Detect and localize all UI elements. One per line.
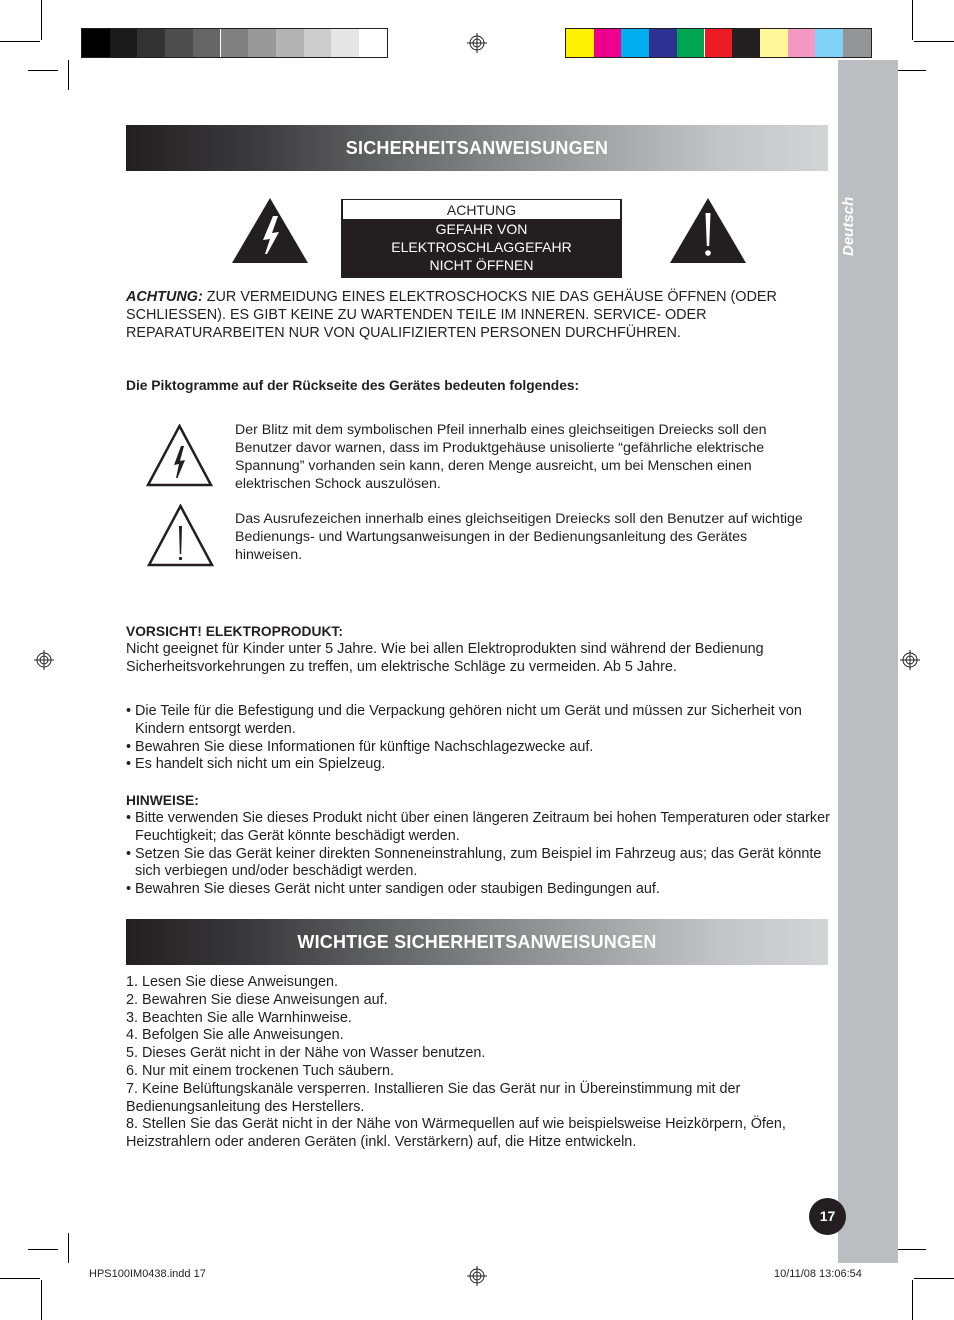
list-item: 8. Stellen Sie das Gerät nicht in der Nähe von Wärmequellen auf wie beispielsweise Heizkörpern, Öfen, Heizstrahlern oder anderen Geräten (inkl. Verstärkern) auf, die Hitze entwickeln. [126,1116,786,1151]
gray-swatch [110,29,138,57]
list-item-text: Die Teile für die Befestigung und die Verpackung gehören nicht um Gerät und müssen zur Sicherheit von Kindern entsorgt werden. [135,703,802,737]
gray-swatch [331,29,359,57]
lightning-outline-icon [146,424,213,487]
gray-swatch [137,29,165,57]
warning-label-title: ACHTUNG [343,200,620,219]
lightning-description: Der Blitz mit dem symbolischen Pfeil innerhalb eines gleichseitigen Dreiecks soll den Benutzer davor warnen, dass im Produktgehäuse unisolierte “gefährliche elektrische Spannung” vorhanden sein kann, deren Menge ausreicht, um bei Menschen einen elektrischen Schock auszulösen. [235,422,767,492]
lightning-warning-icon [232,198,308,263]
crop-mark [0,41,40,42]
exclamation-description: Das Ausrufezeichen innerhalb eines gleichseitigen Dreiecks soll den Benutzer auf wichtige Bedienungs- und Wartungsanweisungen in der Bedienungsanleitung des Gerätes hinweisen. [235,511,803,563]
gray-swatch [82,29,110,57]
crop-mark [41,0,42,40]
bullet-dot: • [126,810,132,826]
bullet-dot: • [126,756,132,773]
crop-mark [896,1249,926,1250]
bullet-dot: • [126,881,132,898]
list-item [126,756,831,774]
crop-mark [0,1278,40,1279]
gray-swatch [359,29,387,57]
slug-filename: HPS100IM0438.indd 17 [89,1268,206,1280]
electro-text: Nicht geeignet für Kinder unter 5 Jahre. Wie bei allen Elektroprodukten sind während der Bedienung Sicherheitsvorkehrungen zu treffen, um elektrische Schläge zu vermeiden. Ab 5 Jahre. [126,641,764,675]
list-item: 7. Keine Belüftungskanäle versperren. Installieren Sie das Gerät nur in Übereinstimmung mit der Bedienungsanleitung des Herstellers. [126,1080,741,1115]
gray-swatch [276,29,304,57]
section-title-safety: SICHERHEITSANWEISUNGEN [126,125,828,171]
crop-mark [914,1278,954,1279]
crop-mark [28,1249,58,1250]
color-swatch [788,29,816,57]
gray-swatch [193,29,221,57]
color-swatch [705,29,733,57]
color-swatch [677,29,705,57]
color-swatch [621,29,649,57]
bullet-dot: • [126,738,132,755]
warning-label-line: GEFAHR VON [435,221,528,237]
exclamation-outline-icon [147,504,214,567]
registration-mark-icon [900,650,920,670]
warning-label-line: ELEKTROSCHLAGGEFAHR [391,239,572,255]
list-item-text: Bitte verwenden Sie dieses Produkt nicht über einen längeren Zeitraum bei hohen Temperaturen oder starker Feuchtigkeit; das Gerät könnte beschädigt werden. [135,810,830,844]
list-item: 6. Nur mit einem trockenen Tuch säubern. [126,1062,394,1079]
registration-mark-icon [34,650,54,670]
gray-swatch [248,29,276,57]
gray-swatch [165,29,193,57]
color-swatch [843,29,871,57]
section-title-important: WICHTIGE SICHERHEITSANWEISUNGEN [126,919,828,965]
bullet-dot: • [126,845,132,862]
registration-mark-icon [467,33,487,53]
crop-mark [41,1280,42,1320]
list-item: 2. Bewahren Sie diese Anweisungen auf. [126,991,388,1008]
list-item: 1. Lesen Sie diese Anweisungen. [126,974,339,990]
hints-bullet-list [126,810,831,899]
language-side-tab [838,60,898,1263]
caution-lead: ACHTUNG: [126,289,203,305]
registration-mark-icon [467,1266,487,1286]
warning-label-box [341,199,622,278]
color-swatch [566,29,594,57]
warning-label-line: NICHT ÖFFNEN [429,257,534,273]
list-item [126,810,831,846]
list-item [126,703,831,739]
bullet-dot: • [126,703,132,719]
crop-mark [896,70,926,71]
crop-mark [912,1280,913,1320]
color-swatch [760,29,788,57]
list-item [126,881,831,899]
list-item-text: Es handelt sich nicht um ein Spielzeug. [135,756,386,773]
list-item: 3. Beachten Sie alle Warnhinweise. [126,1009,352,1026]
important-instructions-list [126,974,826,1152]
list-item: 4. Befolgen Sie alle Anweisungen. [126,1027,344,1044]
gray-swatch [221,29,249,57]
hints-heading: HINWEISE: [126,793,199,808]
page-number: 17 [809,1198,846,1235]
color-swatch [815,29,843,57]
caution-paragraph [126,289,828,342]
crop-mark [28,70,58,71]
list-item [126,739,831,757]
list-item: 5. Dieses Gerät nicht in der Nähe von Wasser benutzen. [126,1045,486,1062]
language-label: Deutsch [840,196,857,256]
list-item [126,846,831,882]
list-item-text: Bewahren Sie diese Informationen für künftige Nachschlagezwecke auf. [135,738,594,755]
color-swatch [594,29,622,57]
crop-mark [68,60,69,90]
exclamation-warning-icon [670,198,746,263]
list-item-text: Bewahren Sie dieses Gerät nicht unter sandigen oder staubigen Bedingungen auf. [135,881,660,898]
color-swatch [732,29,760,57]
gray-swatch [304,29,332,57]
color-swatch [649,29,677,57]
crop-mark [68,1233,69,1263]
crop-mark [912,0,913,40]
slug-datetime: 10/11/08 13:06:54 [774,1268,862,1280]
crop-mark [914,41,954,42]
pictograms-heading: Die Piktogramme auf der Rückseite des Gerätes bedeuten folgendes: [126,378,580,393]
list-item-text: Setzen Sie das Gerät keiner direkten Sonneneinstrahlung, zum Beispiel im Fahrzeug aus; das Gerät könnte sich verbiegen und/oder beschädigt werden. [135,845,822,880]
electro-heading: VORSICHT! ELEKTROPRODUKT: [126,624,343,639]
packaging-bullet-list [126,703,831,774]
caution-text: ZUR VERMEIDUNG EINES ELEKTROSCHOCKS NIE DAS GEHÄUSE ÖFFNEN (ODER SCHLIESSEN). ES GIBT KEINE ZU WARTENDEN TEILE IM INNEREN. SERVICE- ODER REPARATURARBEITEN NUR VON QUALIFIZIERTEN PERSONEN DURCHFÜHREN. [126,289,777,341]
